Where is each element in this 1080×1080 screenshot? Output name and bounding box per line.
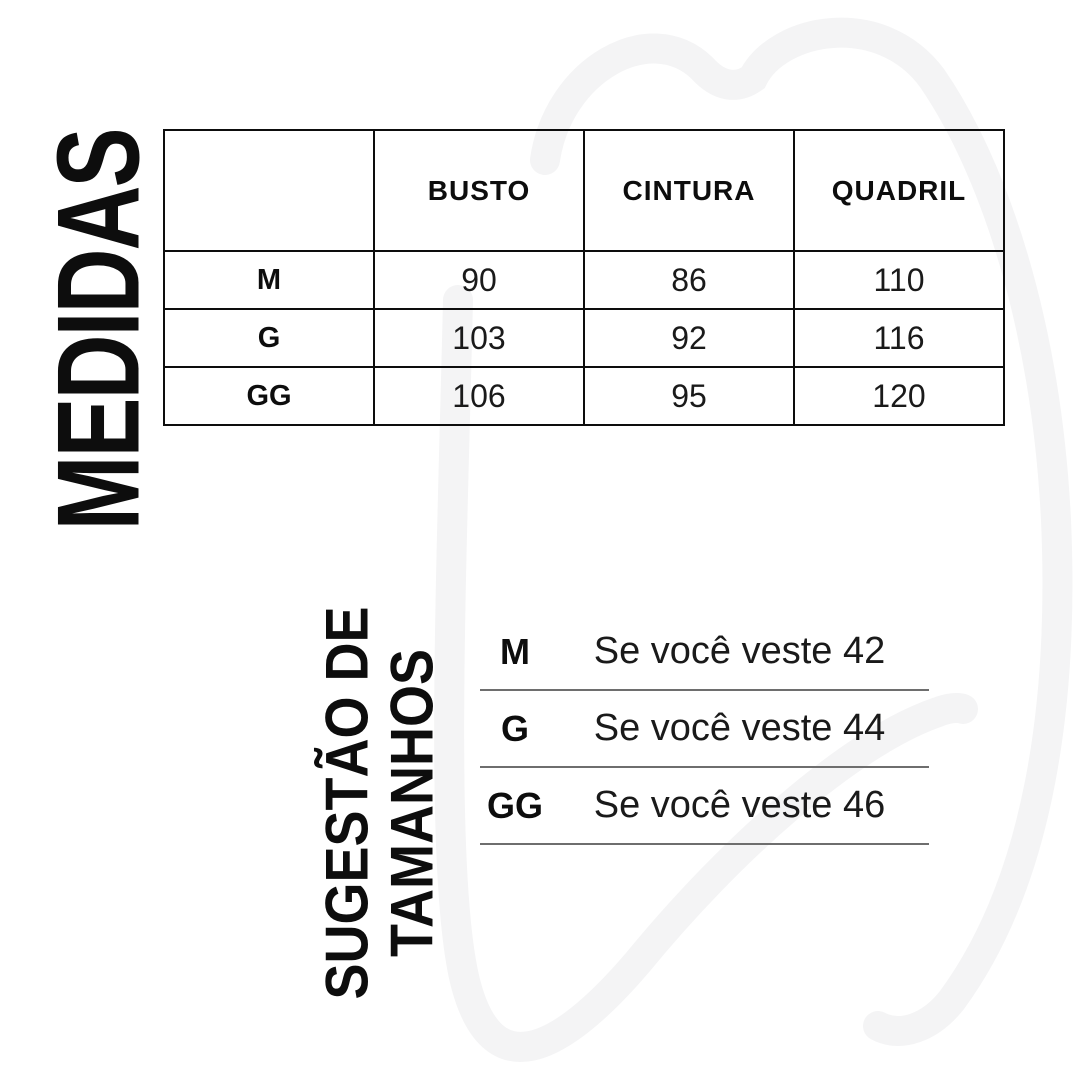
cintura-value: 86 bbox=[584, 251, 794, 309]
header-cell-quadril: QUADRIL bbox=[794, 130, 1004, 251]
quadril-value: 116 bbox=[794, 309, 1004, 367]
table-row-g bbox=[164, 309, 1004, 367]
table-row-m bbox=[164, 251, 1004, 309]
size-label: GG bbox=[164, 367, 374, 425]
suggestion-title bbox=[315, 606, 445, 999]
suggestion-title-line1: SUGESTÃO DE bbox=[313, 606, 382, 1000]
quadril-value: 120 bbox=[794, 367, 1004, 425]
busto-value: 106 bbox=[374, 367, 584, 425]
suggestion-row-gg bbox=[480, 768, 929, 845]
cintura-value: 92 bbox=[584, 309, 794, 367]
measurements-table bbox=[163, 129, 1005, 426]
cintura-value: 95 bbox=[584, 367, 794, 425]
header-cell-cintura: CINTURA bbox=[584, 130, 794, 251]
suggestion-text: Se você veste 44 bbox=[593, 707, 886, 749]
size-label: G bbox=[164, 309, 374, 367]
suggestion-row-g bbox=[480, 691, 929, 768]
suggestion-text: Se você veste 46 bbox=[593, 784, 886, 826]
quadril-value: 110 bbox=[794, 251, 1004, 309]
table-header-row bbox=[164, 130, 1004, 251]
suggestion-size-label: M bbox=[500, 630, 530, 672]
suggestion-title-line2: TAMANHOS bbox=[378, 649, 447, 957]
header-cell-empty bbox=[164, 130, 374, 251]
table-row-gg bbox=[164, 367, 1004, 425]
suggestion-list bbox=[480, 614, 929, 845]
suggestion-row-m bbox=[480, 614, 929, 691]
measurements-title: MEDIDAS bbox=[34, 129, 165, 531]
suggestion-size-label: GG bbox=[486, 784, 543, 826]
size-label: M bbox=[164, 251, 374, 309]
busto-value: 90 bbox=[374, 251, 584, 309]
suggestion-text: Se você veste 42 bbox=[593, 630, 886, 672]
suggestion-size-label: G bbox=[500, 707, 529, 749]
busto-value: 103 bbox=[374, 309, 584, 367]
header-cell-busto: BUSTO bbox=[374, 130, 584, 251]
